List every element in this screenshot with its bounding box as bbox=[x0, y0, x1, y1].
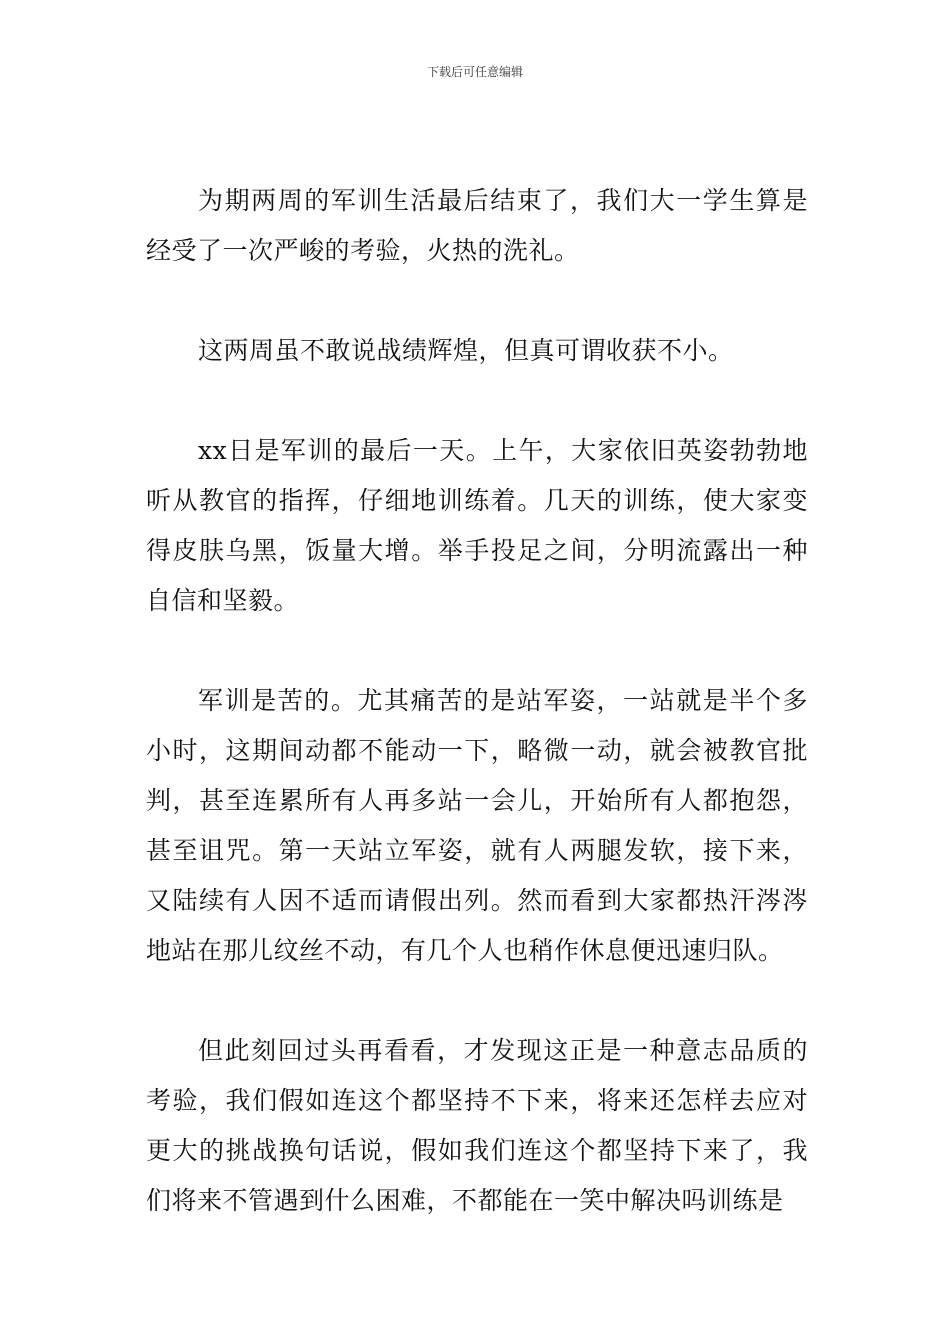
paragraph-2: 这两周虽不敢说战绩辉煌，但真可谓收获不小。 bbox=[198, 336, 734, 365]
paragraph-4: 军训是苦的。尤其痛苦的是站军姿，一站就是半个多小时，这期间动都不能动一下，略微一动，就会被教官批判，甚至连累所有人再多站一会儿，开始所有人都抱怨，甚至诅咒。第一天站立军姿，就有人两腿发软，接下来，又陆续有人因不适而请假出列。然而看到大家都热汗涔涔地站在那儿纹丝不动，有几个人也稍作休息便迅速归队。 bbox=[146, 686, 808, 965]
paragraph-1: 为期两周的军训生活最后结束了，我们大一学生算是经受了一次严峻的考验，火热的洗礼。 bbox=[146, 186, 808, 265]
page-header: 下载后可任意编辑 bbox=[426, 65, 523, 79]
paragraph-5: 但此刻回过头再看看，才发现这正是一种意志品质的考验，我们假如连这个都坚持不下来，将来还怎样去应对更大的挑战换句话说，假如我们连这个都坚持下来了，我们将来不管遇到什么困难，不都能在一笑中解决吗训练是 bbox=[146, 1036, 808, 1215]
paragraph-3: xx日是军训的最后一天。上午，大家依旧英姿勃勃地听从教官的指挥，仔细地训练着。几天的训练，使大家变得皮肤乌黑，饭量大增。举手投足之间，分明流露出一种自信和坚毅。 bbox=[146, 436, 808, 615]
document-body bbox=[146, 176, 808, 1276]
